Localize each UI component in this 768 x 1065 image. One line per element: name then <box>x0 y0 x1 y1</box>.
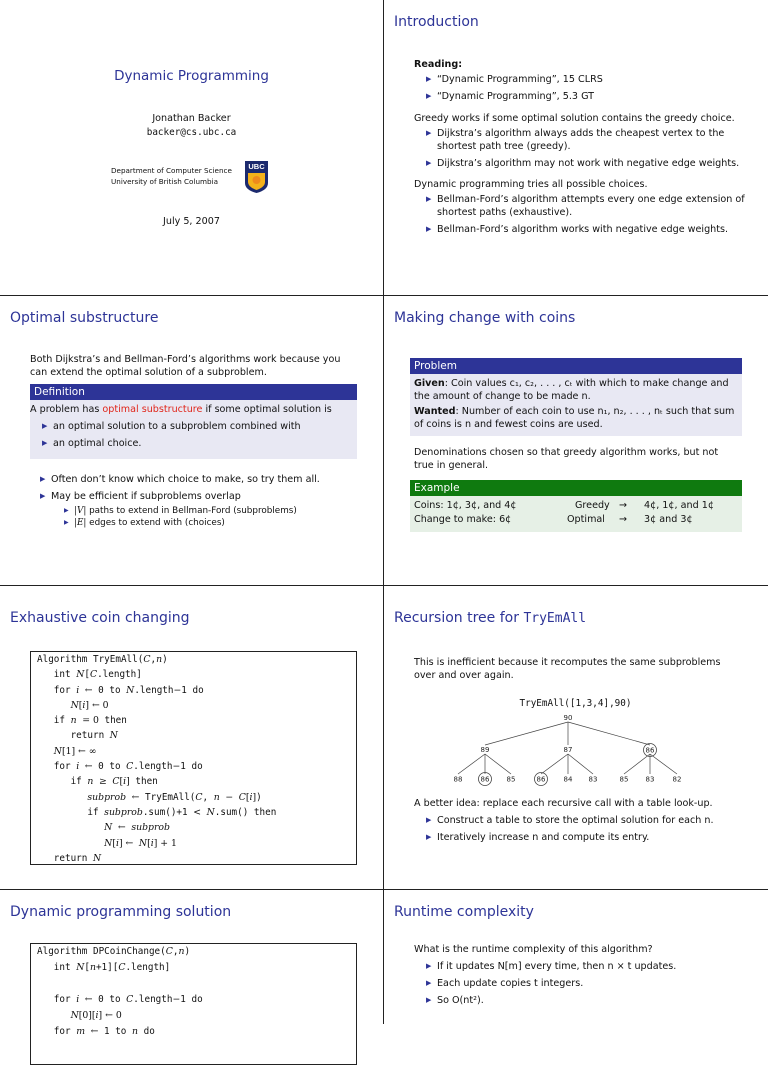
greedy-value: 4¢, 1¢, and 1¢ <box>644 500 714 511</box>
sub-text: paths to extend in Bellman-Ford (subproblems) <box>86 506 297 516</box>
recursion-tree-slide <box>384 586 767 889</box>
affiliation <box>111 165 232 187</box>
svg-text:UBC: UBC <box>248 162 265 171</box>
list-item: ▶ Iteratively increase n and compute its entry. <box>426 831 754 844</box>
given-text: : Coin values c₁, c₂, . . . , cₜ with which to make change and the amount of change to be made n. <box>414 378 729 402</box>
list-item: ▶ If it updates N[m] every time, then n × t updates. <box>426 960 754 973</box>
list-item: ▶ Often don’t know which choice to make, so try them all. <box>40 473 360 486</box>
definition-list <box>30 420 353 450</box>
list-item: ▶ Dijkstra’s algorithm always adds the cheapest vertex to the shortest path tree (greedy). <box>426 127 759 153</box>
list-item: ▶ “Dynamic Programming”, 5.3 GT <box>426 90 759 103</box>
tree-node: 87 <box>563 746 573 754</box>
sub-list <box>51 505 360 529</box>
making-change-slide <box>384 296 767 585</box>
better-idea-text: A better idea: replace each recursive call with a table look-up. <box>414 798 713 809</box>
runtime-slide <box>384 890 767 1024</box>
notes-list <box>30 473 360 529</box>
ubc-logo-icon <box>245 161 268 193</box>
tree-node: 82 <box>672 775 682 784</box>
list-item: ▶ Construct a table to store the optimal solution for each n. <box>426 814 754 827</box>
tree-node: 89 <box>480 746 490 754</box>
slide-title: Exhaustive coin changing <box>10 610 190 626</box>
dp-list <box>414 193 759 236</box>
exhaustive-slide <box>0 586 383 889</box>
definition-block <box>30 384 357 459</box>
list-item: ▶ So O(nt²). <box>426 994 754 1007</box>
greedy-label: Greedy <box>575 500 610 511</box>
example-block <box>410 480 742 532</box>
denominations-text: Denominations chosen so that greedy algorithm works, but not true in general. <box>414 447 719 471</box>
list-item: ▶ “Dynamic Programming”, 15 CLRS <box>426 73 759 86</box>
intro-paragraph: Both Dijkstra’s and Bellman-Ford’s algorithms work because you can extend the optimal solution of a subproblem. <box>30 354 341 378</box>
list-item: ▶ Bellman-Ford’s algorithm attempts every one edge extension of shortest paths (exhaustive). <box>426 193 759 219</box>
runtime-list <box>414 960 754 1007</box>
list-item: ▶ Each update copies t integers. <box>426 977 754 990</box>
tree-node: 86 <box>480 775 490 784</box>
greedy-text: Greedy works if some optimal solution contains the greedy choice. <box>414 113 735 124</box>
presentation-date: July 5, 2007 <box>163 216 220 227</box>
reading-list <box>414 73 759 103</box>
tree-node: 83 <box>645 775 655 784</box>
def-text-post: if some optimal solution is <box>202 404 332 415</box>
reading-label: Reading: <box>414 59 463 70</box>
optimal-value: 3¢ and 3¢ <box>644 514 693 525</box>
algorithm-box: Algorithm TryEmAll(C,n) int N[C.length] for i ← 0 to N.length−1 do N[i] ← 0 if n = 0 then return N N[1] ← ∞ for i ← 0 to C.length−1 do if n ≥ C[i] then subprob ← TryEmAll(C, n − C[i]) if subprob.sum()+1 < N.sum() then N ← subprob N[i] ← N[i] + 1 return N <box>30 651 357 865</box>
sub-text: edges to extend with (choices) <box>86 518 225 528</box>
runtime-question: What is the runtime complexity of this algorithm? <box>414 944 653 955</box>
author-name: Jonathan Backer <box>152 113 231 124</box>
optimal-substructure-slide <box>0 296 383 585</box>
title-slide <box>0 0 383 295</box>
slide-title <box>394 610 586 626</box>
recursion-tree <box>384 711 767 791</box>
tree-node-root: 90 <box>563 714 573 722</box>
tree-node: 86 <box>536 775 546 784</box>
list-item: ▶ an optimal choice. <box>42 437 353 450</box>
tree-node: 85 <box>506 775 516 784</box>
math-var: |V| <box>74 506 87 516</box>
title-code: TryEmAll <box>523 611 587 626</box>
arrow-icon: → <box>619 514 628 525</box>
list-item <box>40 490 360 529</box>
dp-solution-slide <box>0 890 383 1037</box>
tree-node: 84 <box>563 775 573 784</box>
idea-list <box>414 814 754 844</box>
slide-title: Runtime complexity <box>394 904 534 920</box>
university: University of British Columbia <box>111 177 218 186</box>
inefficiency-text: This is inefficient because it recomputes the same subproblems over and over again. <box>414 657 721 681</box>
math-var: |E| <box>74 518 87 528</box>
algorithm-box: Algorithm DPCoinChange(C,n) int N[n+1][C.length] for i ← 0 to C.length−1 do N[0][i] ← 0 for m ← 1 to n do <box>30 943 357 1065</box>
presentation-title: Dynamic Programming <box>114 68 269 84</box>
tree-node: 88 <box>453 775 463 784</box>
slide-title: Making change with coins <box>394 310 576 326</box>
title-text: Recursion tree for <box>394 610 524 626</box>
example-header: Example <box>410 480 742 496</box>
introduction-slide <box>384 0 767 295</box>
list-item: ▶ Dijkstra’s algorithm may not work with negative edge weights. <box>426 157 759 170</box>
given-label: Given <box>414 378 445 389</box>
dp-text: Dynamic programming tries all possible choices. <box>414 179 648 190</box>
list-item: ▶ Bellman-Ford’s algorithm works with negative edge weights. <box>426 223 759 236</box>
problem-block <box>410 358 742 436</box>
tree-node: 83 <box>588 775 598 784</box>
definition-header: Definition <box>30 384 357 400</box>
tree-node: 86 <box>645 746 655 755</box>
call-label: TryEmAll([1,3,4],90) <box>519 698 632 709</box>
list-item <box>64 505 360 517</box>
list-item <box>64 517 360 529</box>
greedy-list <box>414 127 759 170</box>
optimal-label: Optimal <box>567 514 605 525</box>
arrow-icon: → <box>619 500 628 511</box>
slide-title: Introduction <box>394 14 479 30</box>
def-highlight: optimal substructure <box>102 404 203 415</box>
coins-text: Coins: 1¢, 3¢, and 4¢ <box>414 500 517 511</box>
slide-title: Dynamic programming solution <box>10 904 232 920</box>
author-email: backer@cs.ubc.ca <box>146 127 237 138</box>
wanted-text: : Number of each coin to use n₁, n₂, . . . , nₜ such that sum of coins is n and fewest coins are used. <box>414 406 735 430</box>
tree-node: 85 <box>619 775 629 784</box>
list-item: ▶ an optimal solution to a subproblem combined with <box>42 420 353 433</box>
bullet-text: May be efficient if subproblems overlap <box>51 491 241 502</box>
def-text-pre: A problem has <box>30 404 103 415</box>
slide-title: Optimal substructure <box>10 310 159 326</box>
department: Department of Computer Science <box>111 166 232 175</box>
wanted-label: Wanted <box>414 406 456 417</box>
problem-header: Problem <box>410 358 742 374</box>
change-text: Change to make: 6¢ <box>414 514 512 525</box>
